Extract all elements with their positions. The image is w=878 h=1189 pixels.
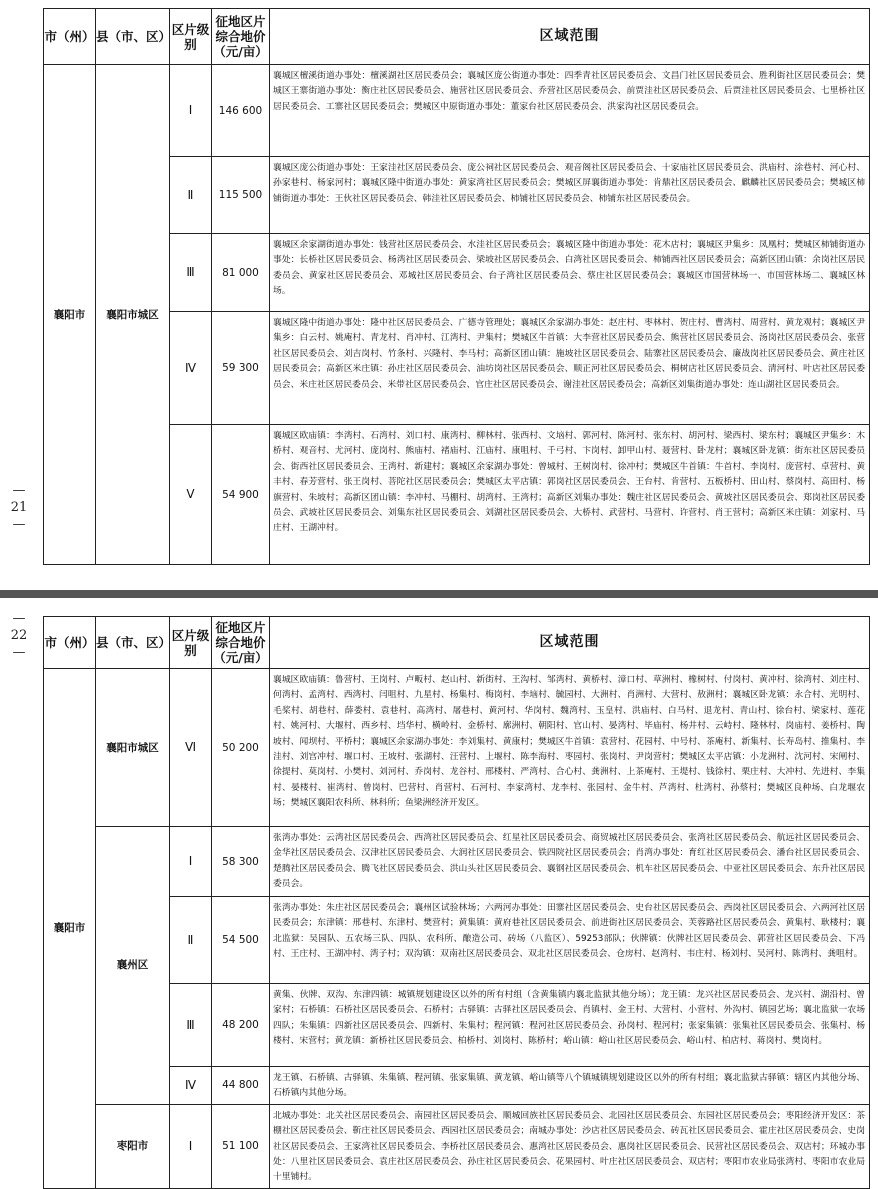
table-row xyxy=(44,1104,870,1188)
price-cell: 54 500 xyxy=(212,897,270,984)
scope-cell: 北城办事处：北关社区居民委员会、南园社区居民委员会、顺城回族社区居民委员会、北园社区居民委员会、东园社区居民委员会；枣阳经济开发区：茶棚社区居民委员会、靳庄社区居民委员会、西园社区居民委员会；南城办事处：沙店社区居民委员会、砖瓦社区居民委员会、霍庄社区居民委员会、史岗社区居民委员会、王家湾社区居民委员会、李桥社区居民委员会、惠湾社区居民委员会、惠岗社区居民委员会、民营社区居民委员会、双店村；环城办事处：八里社区居民委员会、袁庄社区居民委员会、孙庄社区居民委员会、花果园村、叶庄社区居民委员会、双店村；枣阳市农业局张湾村、枣阳市农业局十里铺村。 xyxy=(270,1104,870,1188)
level-cell: Ⅰ xyxy=(170,827,212,897)
price-cell: 44 800 xyxy=(212,1067,270,1105)
table-row xyxy=(44,827,870,897)
header-county: 县（市、区） xyxy=(96,617,170,669)
header-price: 征地区片综合地价（元/亩） xyxy=(212,617,270,669)
price-cell: 51 100 xyxy=(212,1104,270,1188)
city-cell: 襄阳市 xyxy=(44,65,96,565)
level-cell: Ⅱ xyxy=(170,157,212,234)
scope-cell: 襄城区庞公街道办事处：王家洼社区居民委员会、庞公祠社区居民委员会、观音阁社区居民委员会、十家庙社区居民委员会、洪庙村、涂巷村、河心村、孙家巷村、杨家河村；襄城区隆中街道办事处：黄家湾社区居民委员会；樊城区屏襄街道办事处：肯鼎社区居民委员会、麒麟社区居民委员会；樊城区柿铺街道办事处：王伙社区居民委员会、韩洼社区居民委员会、柿铺社区居民委员会、柿铺东社区居民委员会。 xyxy=(270,157,870,234)
header-price: 征地区片综合地价（元/亩） xyxy=(212,9,270,65)
page-22 xyxy=(0,598,878,1183)
scope-cell: 张湾办事处：云湾社区居民委员会、西湾社区居民委员会、红星社区居民委员会、商贸城社区居民委员会、张湾社区居民委员会、航远社区居民委员会、金华社区居民委员会、汉津社区居民委员会、大润社区居民委员会、铁四院社区居民委员会；肖湾办事处：育红社区居民委员会、潘台社区居民委员会、楚腾社区居民委员会、腾飞社区居民委员会、洪山头社区居民委员会、襄钢社区居民委员会、机车社区居民委员会、中亚社区居民委员会、东升社区居民委员会。 xyxy=(270,827,870,897)
level-cell: Ⅱ xyxy=(170,897,212,984)
scope-cell: 襄城区檀溪街道办事处：檀溪湖社区居民委员会；襄城区庞公街道办事处：四季青社区居民委员会、文昌门社区居民委员会、胜利街社区居民委员会；樊城区王寨街道办事处：衡庄社区居民委员会、施营社区居民委员会、乔营社区居民委员会、前贾洼社区居民委员会、后贾洼社区居民委员会、七里桥社区居民委员会、工寨社区居民委员会；樊城区中原街道办事处：董家台社区居民委员会、洪家沟社区居民委员会。 xyxy=(270,65,870,157)
scope-cell: 黄集、伙牌、双沟、东津四镇：城镇规划建设区以外的所有村组（含黄集镇内襄北监狱其他分场）；龙王镇：龙兴社区居民委员会、龙兴村、湖沿村、曾家村；石桥镇：石桥社区居民委员会、石桥村；古驿镇：古驿社区居民委员会、肖镇村、金王村、大营村、小营村、外沟村、镇园艺场；襄北监狱一农场四队；朱集镇：四新社区居民委员会、四新村、朱集村；程河镇：程河社区居民委员会、孙岗村、程河村；张家集镇：张集社区居民委员会、张集村、杨楼村、宋营村；黄龙镇：新桥社区居民委员会、柏桥村、刘岗村、陈桥村；峪山镇：峪山社区居民委员会、峪山村、柏店村、蒋岗村、樊岗村。 xyxy=(270,984,870,1067)
header-city: 市（州） xyxy=(44,617,96,669)
level-cell: Ⅰ xyxy=(170,1104,212,1188)
scope-cell: 张湾办事处：朱庄社区居民委员会；襄州区试验林场；六两河办事处：田寨社区居民委员会、史台社区居民委员会、西岗社区居民委员会、六两河社区居民委员会；东津镇：邢巷村、东津村、樊营村；黄集镇：黄府巷社区居民委员会、前进街社区居民委员会、芙蓉路社区居民委员会、黄集村、耿楼村；襄北监狱：吴园队、五农场三队、四队、农科所、酿造公司、砖场（八监区）、59253部队；伙牌镇：伙牌社区居民委员会、郭营社区居民委员会、下冯村、王庄村、王湖冲村、湾子村；双沟镇：双南社区居民委员会、双北社区居民委员会、仓房村、赵湾村、韦庄村、杨刘村、吴河村、陈湾村、龚咀村。 xyxy=(270,897,870,984)
page-separator xyxy=(0,590,878,598)
land-price-table-page-22 xyxy=(43,616,870,1189)
scope-cell: 龙王镇、石桥镇、古驿镇、朱集镇、程河镇、张家集镇、黄龙镇、峪山镇等八个镇城镇规划建设区以外的所有村组；襄北监狱古驿镇：辖区内其他分场、石桥镇内其他分场。 xyxy=(270,1067,870,1105)
level-cell: Ⅲ xyxy=(170,234,212,312)
header-city: 市（州） xyxy=(44,9,96,65)
price-cell: 115 500 xyxy=(212,157,270,234)
header-area: 区域范围 xyxy=(270,9,870,65)
page-number: — 22 — xyxy=(6,614,32,658)
level-cell: Ⅳ xyxy=(170,312,212,425)
county-cell: 襄阳市城区 xyxy=(96,65,170,565)
table-row xyxy=(44,669,870,827)
price-cell: 58 300 xyxy=(212,827,270,897)
page-21 xyxy=(0,0,878,590)
scope-cell: 襄城区隆中街道办事处：隆中社区居民委员会、广德寺管理处；襄城区余家湖办事处：赵庄村、枣林村、贺庄村、曹湾村、周营村、黄龙观村；襄城区尹集乡：白云村、姚庵村、青龙村、肖冲村、江湾村、尹集村；樊城区牛首镇：大李营社区居民委员会、熊营社区居民委员会、汤岗社区居民委员会、张营社区居民委员会、刘吉岗村、竹条村、兴隆村、李马村；高新区团山镇：施坡社区居民委员会、陆寨社区居民委员会、廉战岗社区居民委员会、黄庄社区居民委员会；高新区米庄镇：孙庄社区居民委员会、油坊岗社区居民委员会、顺正河社区居民委员会、桐树店社区居民委员会、清河村、叶店社区居民委员会、米庄社区居民委员会、米带社区居民委员会、官庄社区居民委员会、谢洼社区居民委员会；高新区刘集街道办事处：连山湖社区居民委员会。 xyxy=(270,312,870,425)
table-header-row xyxy=(44,617,870,669)
level-cell: Ⅴ xyxy=(170,425,212,565)
level-cell: Ⅰ xyxy=(170,65,212,157)
scope-cell: 襄城区余家湖街道办事处：钱营社区居民委员会、水洼社区居民委员会；襄城区隆中街道办事处：花木店村；襄城区尹集乡：凤凰村；樊城区柿铺街道办事处：长桥社区居民委员会、杨湾社区居民委员会、梁坡社区居民委员会、白湾社区居民委员会、柿铺西社区居民委员会；高新区团山镇：余岗社区居民委员会、黄家社区居民委员会、邓城社区居民委员会、台子湾社区居民委员会、蔡庄社区居民委员会；襄城区市国营林场一、市国营林场二、襄城区林场。 xyxy=(270,234,870,312)
page-number-value: 22 xyxy=(10,628,28,643)
price-cell: 146 600 xyxy=(212,65,270,157)
price-cell: 50 200 xyxy=(212,669,270,827)
county-cell: 襄州区 xyxy=(96,827,170,1105)
header-county: 县（市、区） xyxy=(96,9,170,65)
land-price-table-page-21 xyxy=(43,8,870,565)
price-cell: 81 000 xyxy=(212,234,270,312)
county-cell: 襄阳市城区 xyxy=(96,669,170,827)
page-number-value: 21 xyxy=(10,500,28,515)
county-cell: 枣阳市 xyxy=(96,1104,170,1188)
price-cell: 59 300 xyxy=(212,312,270,425)
scope-cell: 襄城区欧庙镇：鲁营村、王岗村、卢畈村、赵山村、新街村、王沟村、邹湾村、黄桥村、漳口村、草洲村、橡树村、付岗村、黄冲村、徐湾村、刘庄村、何湾村、孟湾村、西湾村、闫咀村、九星村、杨集村、梅岗村、李垴村、毓园村、大洲村、肖洲村、大营村、敖洲村；襄城区卧龙镇：永合村、光明村、毛桨村、胡巷村、薛娄村、袁巷村、高湾村、屠巷村、黄河村、华岗村、魏湾村、玉皇村、洪庙村、白马村、退龙村、青山村、徐台村、梁家村、莲花村、姚河村、大堰村、西乡村、垱华村、横岭村、金桥村、廓洲村、朝阳村、官山村、晏湾村、毕庙村、杨井村、云峙村、隆林村、岗庙村、姜桥村、陶坡村、闻坝村、平桥村；襄城区余家湖办事处：李刘集村、黄康村；樊城区牛首镇：袁营村、花园村、中号村、茶庵村、新集村、长寿岛村、推集村、李洼村、刘宫冲村、堰口村、王坡村、张湖村、汪营村、上堰村、陈李海村、枣园村、张岗村、尹岗营村；樊城区太平店镇：小龙洲村、沈河村、宋闸村、徐提村、莫岗村、小樊村、刘河村、乔岗村、龙谷村、邢楼村、严湾村、合心村、龚洲村、上茶庵村、王堤村、钱徐村、栗庄村、大冲村、先进村、李集村、晏楼村、崔湾村、曾岗村、巴营村、肖营村、石河村、李家湾村、龙李村、张园村、金牛村、芦湾村、杜湾村、孙蔡村；樊城区良种场、白龙堰农场；樊城区襄阳农科所、林科所；鱼梁洲经济开发区。 xyxy=(270,669,870,827)
header-level: 区片级别 xyxy=(170,617,212,669)
header-area: 区域范围 xyxy=(270,617,870,669)
city-cell: 襄阳市 xyxy=(44,669,96,1189)
table-row xyxy=(44,65,870,157)
header-level: 区片级别 xyxy=(170,9,212,65)
table-header-row xyxy=(44,9,870,65)
level-cell: Ⅲ xyxy=(170,984,212,1067)
price-cell: 54 900 xyxy=(212,425,270,565)
level-cell: Ⅳ xyxy=(170,1067,212,1105)
page-number: — 21 — xyxy=(6,486,32,530)
price-cell: 48 200 xyxy=(212,984,270,1067)
scope-cell: 襄城区欧庙镇：李湾村、石湾村、刘口村、康湾村、柳林村、张西村、文垴村、郭河村、陈河村、张东村、胡河村、梁西村、梁东村；襄城区尹集乡：木桥村、观音村、尤河村、庞岗村、熊庙村、褚庙村、江庙村、康咀村、千弓村、卞岗村、卸甲山村、聂营村、卧龙村；襄城区卧龙镇：街东社区居民委员会、街西社区居民委员会、王湾村、新建村；襄城区余家湖办事处：曾城村、王树岗村、徐冲村；樊城区牛首镇：牛首村、李岗村、庞营村、卓营村、黄丰村、春芳营村、张王岗村、菩陀社区居民委员会；樊城区太平店镇：郭岗社区居民委员会、王台村、肯营村、五板桥村、田山村、蔡岗村、高田村、杨旗营村、朱坡村；高新区团山镇：李冲村、马棚村、胡湾村、王湾村；高新区刘集办事处：魏庄社区居民委员会、黄坡社区居民委员会、郑岗社区居民委员会、武坡社区居民委员会、刘集东社区居民委员会、刘湖社区居民委员会、大桥村、武营村、马营村、许营村、肖王营村；高新区米庄镇：刘家村、马庄村、王湖冲村。 xyxy=(270,425,870,565)
level-cell: Ⅵ xyxy=(170,669,212,827)
